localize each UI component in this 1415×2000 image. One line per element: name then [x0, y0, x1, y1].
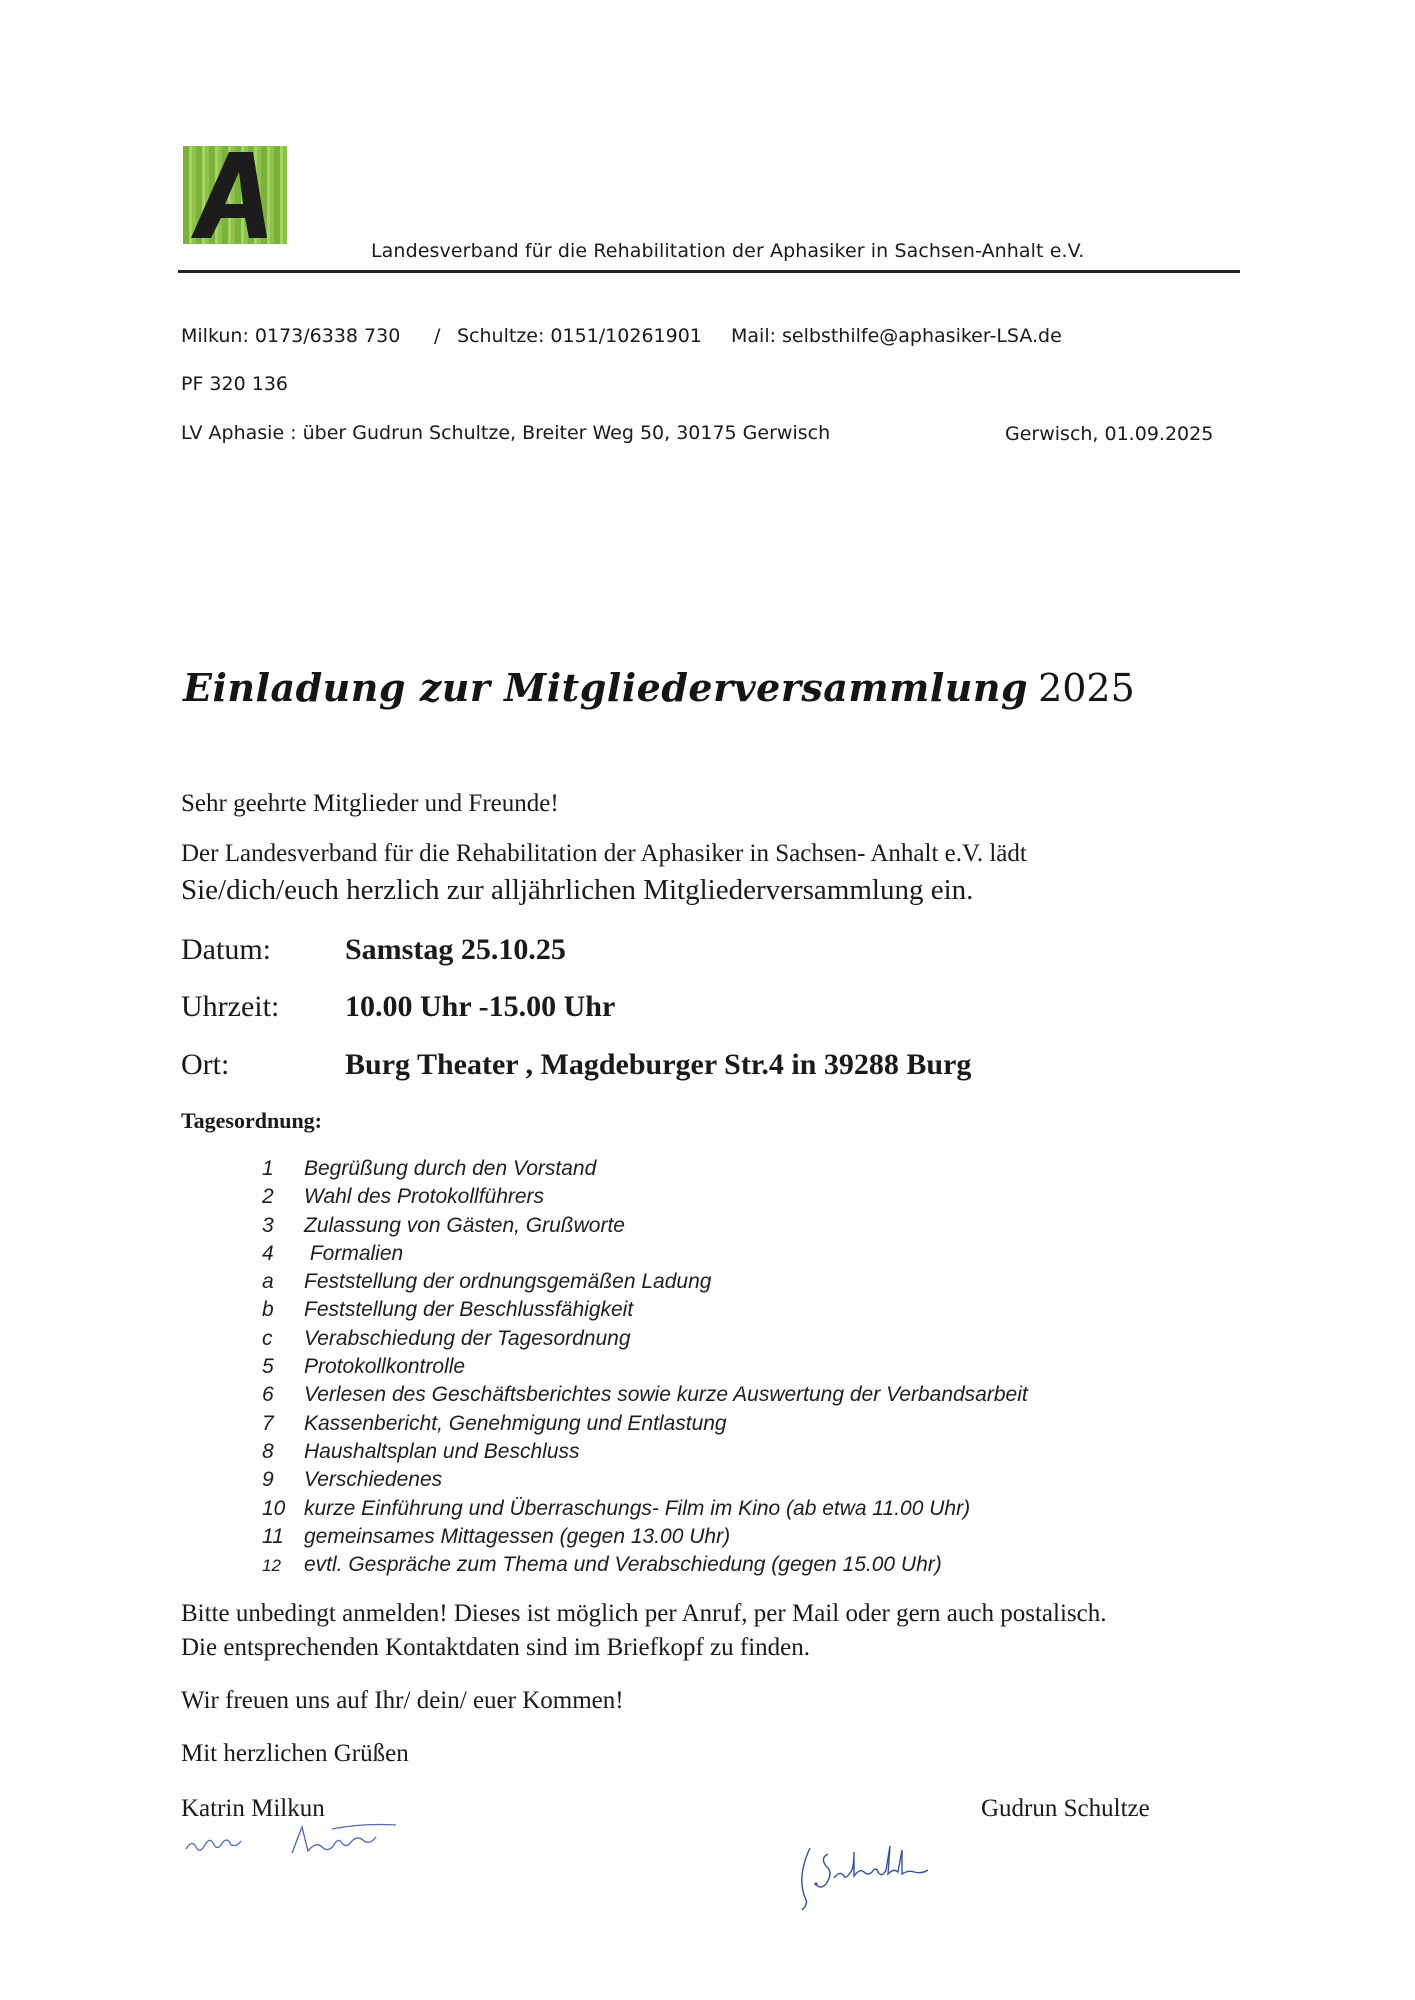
agenda-item-number: 8 — [262, 1439, 274, 1463]
agenda-item-number: 3 — [262, 1213, 274, 1237]
organization-name: Landesverband für die Rehabilitation der Aphasiker in Sachsen-Anhalt e.V. — [371, 240, 1085, 262]
signer-right-name: Gudrun Schultze — [981, 1795, 1150, 1822]
agenda-item-number: 7 — [262, 1411, 274, 1435]
agenda-item-text: Protokollkontrolle — [304, 1355, 466, 1379]
agenda-item — [262, 1353, 1162, 1381]
agenda-item — [262, 1325, 1162, 1353]
agenda-item-text: evtl. Gespräche zum Thema und Verabschiedung (gegen 15.00 Uhr) — [304, 1553, 942, 1577]
agenda-item-number: 1 — [262, 1157, 274, 1180]
regards-line: Mit herzlichen Grüßen — [181, 1740, 409, 1767]
agenda-item-text: kurze Einführung und Überraschungs- Film im Kino (ab etwa 11.00 Uhr) — [304, 1496, 971, 1520]
agenda-item-number: 9 — [262, 1468, 274, 1492]
agenda-item — [262, 1240, 1162, 1268]
agenda-item-number: 6 — [262, 1383, 274, 1407]
agenda-item — [262, 1183, 1162, 1211]
agenda-item — [262, 1551, 1162, 1579]
agenda-item-number: a — [262, 1270, 274, 1294]
agenda-item-text: Zulassung von Gästen, Grußworte — [304, 1213, 625, 1237]
agenda-item — [262, 1495, 1162, 1523]
contact-milkun: Milkun: 0173/6338 730 — [181, 325, 401, 347]
agenda-item-text: Kassenbericht, Genehmigung und Entlastung — [304, 1411, 727, 1435]
agenda-item-text: Haushaltsplan und Beschluss — [304, 1439, 580, 1463]
po-box: PF 320 136 — [181, 373, 288, 395]
agenda-item-text: Begrüßung durch den Vorstand — [304, 1157, 597, 1180]
date-label: Datum: — [181, 933, 271, 966]
greeting: Sehr geehrte Mitglieder und Freunde! — [181, 790, 559, 817]
agenda-item-text: Verschiedenes — [304, 1468, 443, 1492]
document-title — [183, 665, 1135, 710]
agenda-item — [262, 1381, 1162, 1409]
header-divider — [178, 270, 1240, 273]
agenda-item-number: 4 — [262, 1241, 274, 1265]
agenda-item-text: Wahl des Protokollführers — [304, 1185, 545, 1209]
agenda-item — [262, 1523, 1162, 1551]
agenda-item-text: Verabschiedung der Tagesordnung — [304, 1326, 631, 1350]
agenda-item — [262, 1212, 1162, 1240]
contact-schultze: Schultze: 0151/10261901 — [457, 325, 702, 347]
title-text: Einladung zur Mitgliederversammlung — [183, 665, 1029, 710]
agenda-item — [262, 1296, 1162, 1324]
agenda-item-text: Verlesen des Geschäftsberichtes sowie kurze Auswertung der Verbandsarbeit — [304, 1383, 1028, 1407]
agenda-item — [262, 1155, 1162, 1183]
closing-line-1: Bitte unbedingt anmelden! Dieses ist möglich per Anruf, per Mail oder gern auch postalisch. — [181, 1600, 1107, 1627]
agenda-item — [262, 1268, 1162, 1296]
agenda-item-number: 10 — [262, 1496, 286, 1520]
thanks-line: Wir freuen uns auf Ihr/ dein/ euer Kommen! — [181, 1687, 624, 1714]
handwritten-signature-right — [792, 1840, 972, 1910]
intro-line-2: Sie/dich/euch herzlich zur alljährlichen Mitgliederversammlung ein. — [181, 874, 974, 906]
agenda-item — [262, 1410, 1162, 1438]
contact-separator: / — [434, 325, 441, 347]
sender-address: LV Aphasie : über Gudrun Schultze, Breiter Weg 50, 30175 Gerwisch — [181, 422, 831, 444]
place-value: Burg Theater , Magdeburger Str.4 in 39288 Burg — [345, 1048, 972, 1081]
place-label: Ort: — [181, 1048, 230, 1081]
agenda-item — [262, 1438, 1162, 1466]
signer-left-name: Katrin Milkun — [181, 1795, 325, 1822]
intro-line-1: Der Landesverband für die Rehabilitation der Aphasiker in Sachsen- Anhalt e.V. lädt — [181, 840, 1027, 867]
contact-mail: Mail: selbsthilfe@aphasiker-LSA.de — [731, 325, 1062, 347]
agenda-item-text: gemeinsames Mittagessen (gegen 13.00 Uhr) — [304, 1524, 731, 1548]
agenda-item-number: 12 — [262, 1556, 281, 1576]
title-year: 2025 — [1038, 666, 1135, 710]
date-value: Samstag 25.10.25 — [345, 933, 566, 966]
organization-logo — [183, 146, 287, 244]
logo-a-icon — [183, 146, 287, 244]
time-label: Uhrzeit: — [181, 990, 280, 1023]
agenda-heading: Tagesordnung: — [181, 1108, 323, 1133]
agenda-item-number: c — [262, 1326, 273, 1350]
time-value: 10.00 Uhr -15.00 Uhr — [345, 990, 616, 1023]
agenda-item-number: 2 — [262, 1185, 274, 1209]
agenda-item-text: Feststellung der Beschlussfähigkeit — [304, 1298, 634, 1322]
agenda-item-text: Formalien — [304, 1241, 404, 1265]
agenda-item-number: b — [262, 1298, 274, 1322]
handwritten-signature-left — [182, 1815, 412, 1865]
agenda-list — [262, 1155, 1162, 1579]
agenda-item-text: Feststellung der ordnungsgemäßen Ladung — [304, 1270, 712, 1294]
place-date: Gerwisch, 01.09.2025 — [1005, 423, 1214, 445]
closing-line-2: Die entsprechenden Kontaktdaten sind im Briefkopf zu finden. — [181, 1634, 810, 1661]
agenda-item-number: 11 — [262, 1524, 284, 1548]
agenda-item-number: 5 — [262, 1355, 274, 1379]
agenda-item — [262, 1466, 1162, 1494]
